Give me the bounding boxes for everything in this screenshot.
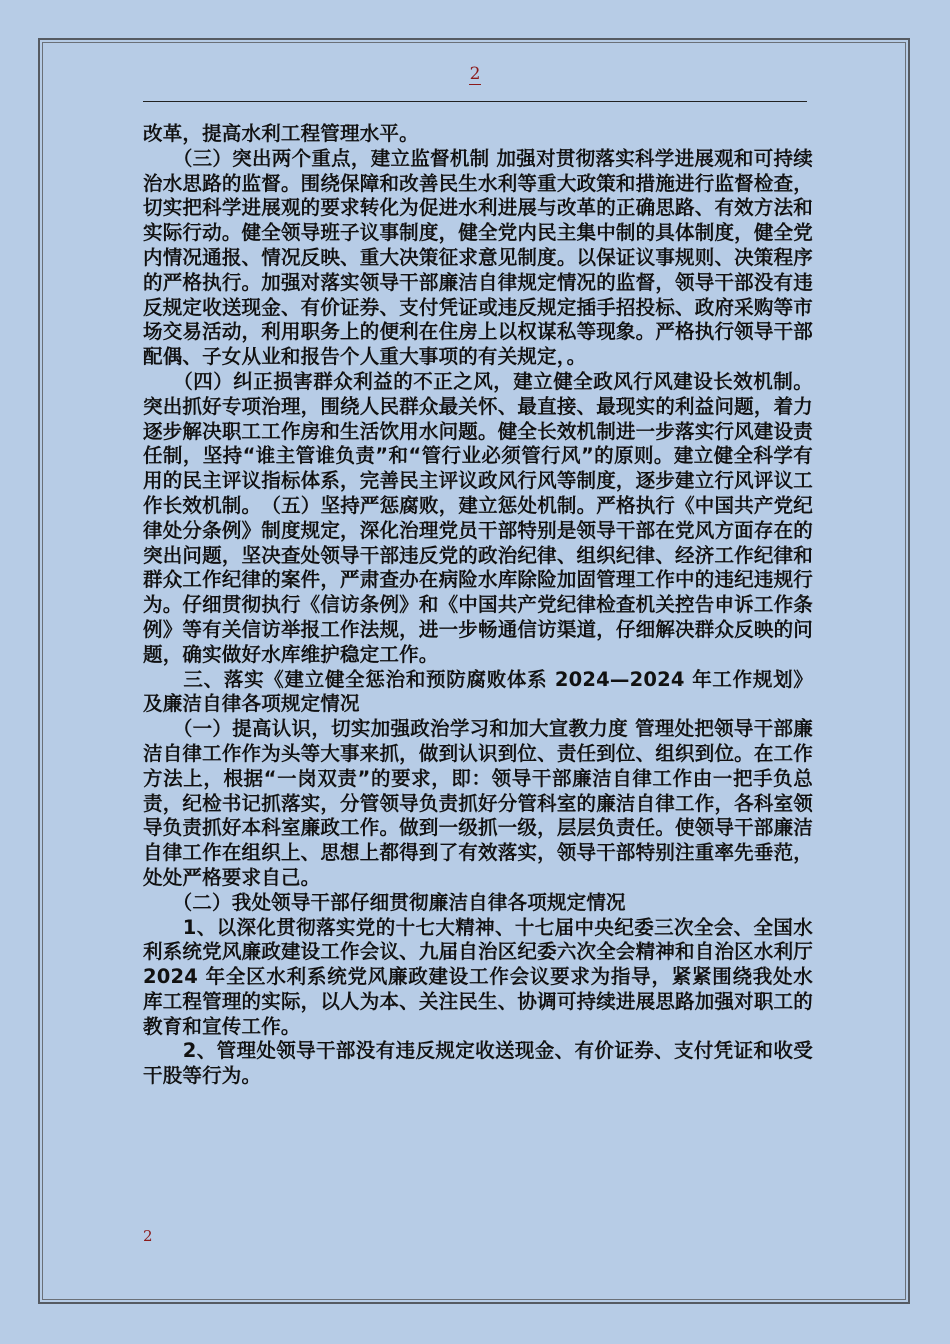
document-body [143,122,813,1089]
subsection-heading: （二）我处领导干部仔细贯彻廉洁自律各项规定情况 [143,890,626,914]
paragraph: 2、管理处领导干部没有违反规定收送现金、有价证券、支付凭证和收受干股等行为。 [143,1039,813,1088]
paragraph: 1、以深化贯彻落实党的十七大精神、十七届中央纪委三次全会、全国水利系统党风廉政建设工作会议、九届自治区纪委六次全会精神和自治区水利厅 2024 年全区水利系统党风廉政建设工作会议要求为指导，紧紧围绕我处水库工程管理的实际，以人为本、关注民生、协调可持续进展思路加强对职工的教育和宣传工作。 [143,915,813,1038]
footer-page-number: 2 [143,1227,153,1245]
section-heading: 三、落实《建立健全惩治和预防腐败体系 2024—2024 年工作规划》及廉洁自律各项规定情况 [143,667,813,716]
header-rule [143,101,807,102]
paragraph: 改革，提高水利工程管理水平。 [143,122,419,145]
paragraph: （四）纠正损害群众利益的不正之风，建立健全政风行风建设长效机制。突出抓好专项治理，围绕人民群众最关怀、最直接、最现实的利益问题，着力逐步解决职工工作房和生活饮用水问题。健全长效机制进一步落实行风建设责任制，坚持“谁主管谁负责”和“管行业必须管行风”的原则。建立健全科学有用的民主评议指标体系，完善民主评议政风行风等制度，逐步建立行风评议工作长效机制。 （五）坚持严惩腐败，建立惩处机制。严格执行《中国共产党纪律处分条例》制度规定，深化治理党员干部特别是领导干部在党风方面存在的突出问题，坚决查处领导干部违反党的政治纪律、组织纪律、经济工作纪律和群众工作纪律的案件，严肃查办在病险水库除险加固管理工作中的违纪违规行为。仔细贯彻执行《信访条例》和《中国共产党纪律检查机关控告申诉工作条例》等有关信访举报工作法规，进一步畅通信访渠道，仔细解决群众反映的问题，确实做好水库维护稳定工作。 [143,369,814,666]
paragraph: （一）提高认识，切实加强政治学习和加大宣教力度 管理处把领导干部廉洁自律工作作为头等大事来抓，做到认识到位、责任到位、组织到位。在工作方法上，根据“一岗双责”的要求，即：领导干部廉洁自律工作由一把手负总责，纪检书记抓落实，分管领导负责抓好分管科室的廉洁自律工作，各科室领导负责抓好本科室廉政工作。做到一级抓一级，层层负责任。使领导干部廉洁自律工作在组织上、思想上都得到了有效落实，领导干部特别注重率先垂范，处处严格要求自己。 [143,717,813,889]
header-page-number: 2 [469,64,481,84]
paragraph: （三）突出两个重点，建立监督机制 加强对贯彻落实科学进展观和可持续治水思路的监督。围绕保障和改善民生水利等重大政策和措施进行监督检查，切实把科学进展观的要求转化为促进水利进展与改革的正确思路、有效方法和实际行动。健全领导班子议事制度，健全党内民主集中制的具体制度，健全党内情况通报、情况反映、重大决策征求意见制度。以保证议事规则、决策程序的严格执行。加强对落实领导干部廉洁自律规定情况的监督，领导干部没有违反规定收送现金、有价证券、支付凭证或违反规定插手招投标、政府采购等市场交易活动，利用职务上的便利在住房上以权谋私等现象。严格执行领导干部配偶、子女从业和报告个人重大事项的有关规定，。 [143,146,813,369]
